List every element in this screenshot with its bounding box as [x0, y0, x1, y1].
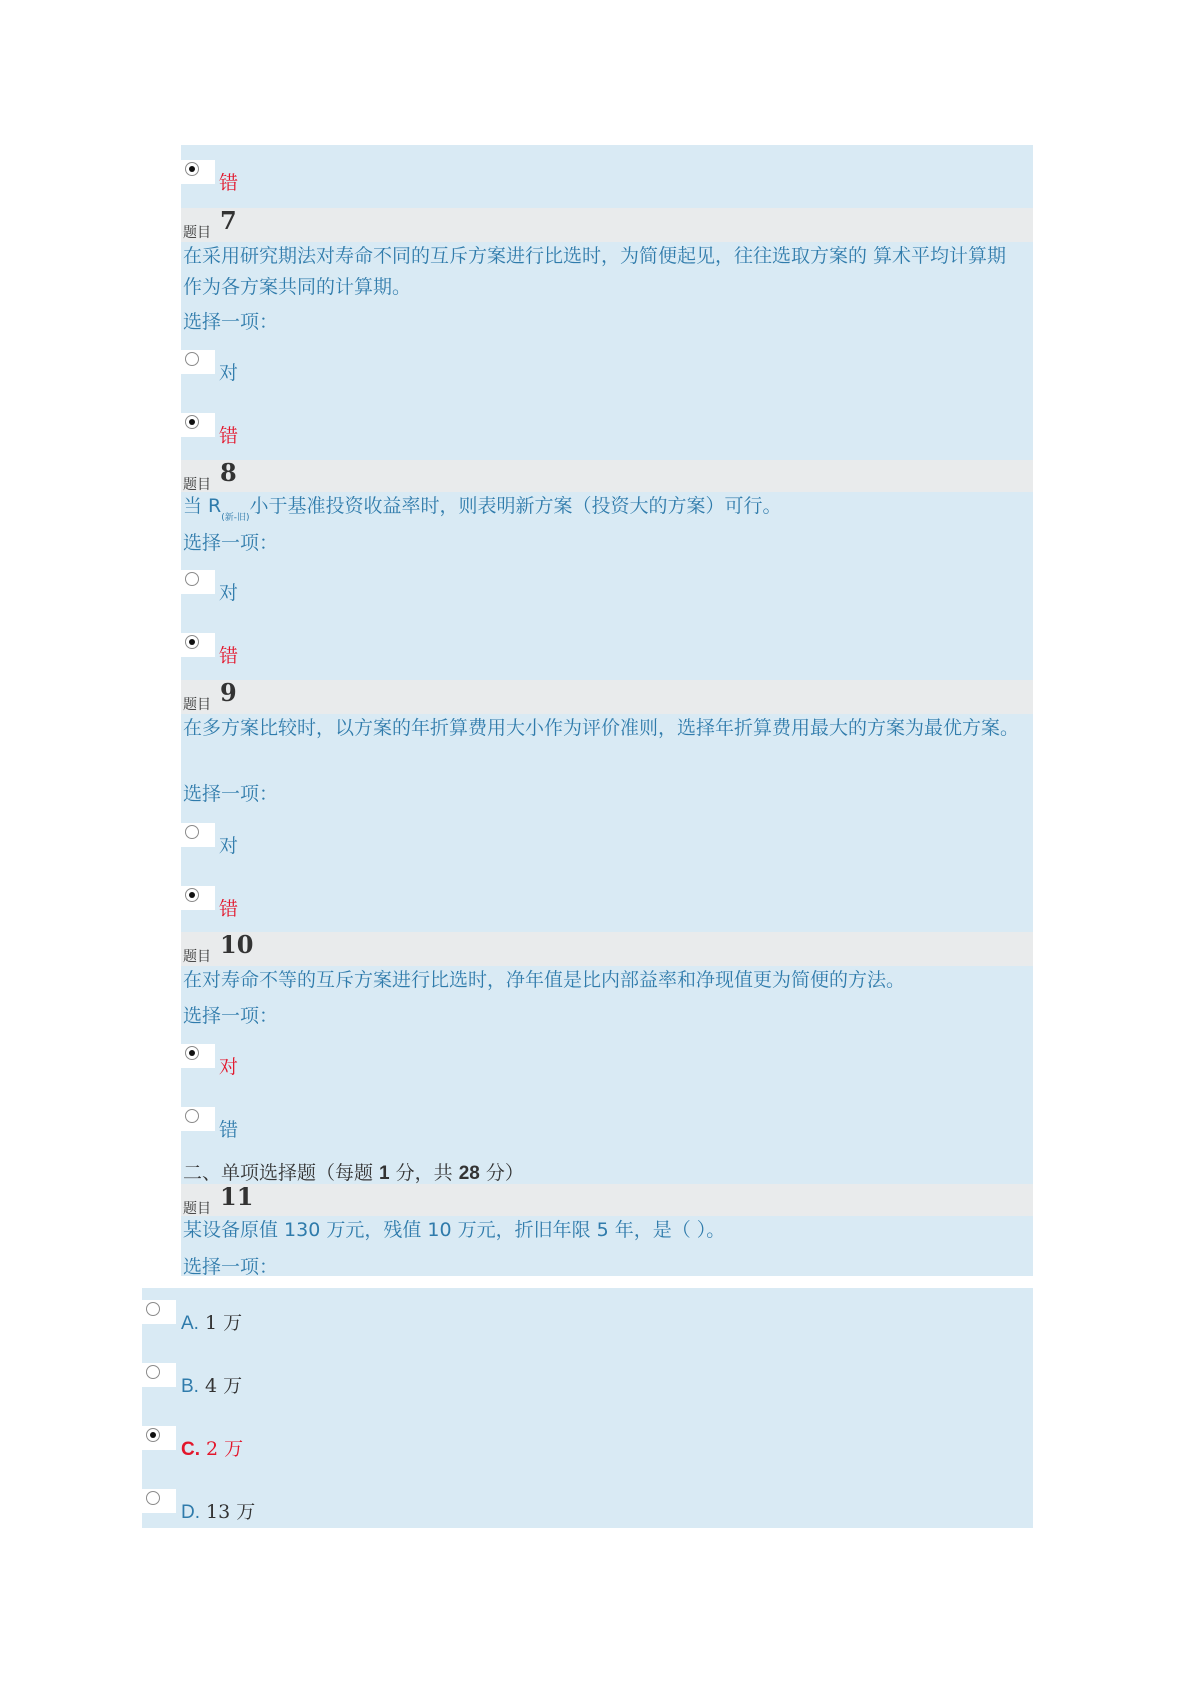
question-number: 8 [220, 458, 237, 487]
question-prompt: 选择一项： [183, 783, 279, 805]
option-true-label: 对 [219, 362, 239, 384]
question-text: 在多方案比较时，以方案的年折算费用大小作为评价准则，选择年折算费用最大的方案为最优方案。 [183, 717, 1020, 739]
option-radio-box[interactable] [181, 886, 215, 910]
question-number: 9 [220, 678, 237, 707]
question-header-10 [181, 932, 1033, 966]
option-radio-box[interactable] [181, 1044, 215, 1068]
option-radio-box[interactable] [181, 823, 215, 847]
question-header-11 [181, 1184, 1033, 1216]
choice-c[interactable] [181, 1434, 243, 1461]
radio-button[interactable] [146, 1365, 160, 1379]
option-false-label: 错 [219, 1119, 239, 1141]
section-middle: 分，共 [389, 1162, 459, 1184]
question-label: 题目 [183, 949, 211, 965]
option-radio-box[interactable] [142, 1426, 176, 1450]
option-false-label: 错 [219, 425, 239, 447]
radio-button[interactable] [185, 888, 199, 902]
radio-button[interactable] [146, 1302, 160, 1316]
option-radio-box[interactable] [181, 350, 215, 374]
choice-text: 4 万 [205, 1375, 243, 1397]
radio-button[interactable] [185, 1109, 199, 1123]
radio-button[interactable] [146, 1491, 160, 1505]
option-false-label: 错 [219, 645, 239, 667]
radio-button[interactable] [146, 1428, 160, 1442]
option-radio-box[interactable] [142, 1300, 176, 1324]
radio-button[interactable] [185, 635, 199, 649]
choice-text: 1 万 [205, 1312, 243, 1334]
option-false-label: 错 [219, 898, 239, 920]
question-text: 在采用研究期法对寿命不同的互斥方案进行比选时，为简便起见，往往选取方案的 算术平均计算期作为各方案共同的计算期。 [183, 245, 1007, 298]
prev-option-label: 错 [219, 172, 239, 194]
section-suffix: 分） [479, 1162, 524, 1184]
radio-button[interactable] [185, 825, 199, 839]
radio-button[interactable] [185, 352, 199, 366]
section-heading [183, 1158, 524, 1185]
question-prompt: 选择一项： [183, 532, 279, 554]
choice-letter: C. [181, 1439, 200, 1460]
question-text-suffix: 小于基准投资收益率时，则表明新方案（投资大的方案）可行。 [249, 495, 782, 517]
question-number: 10 [220, 930, 254, 959]
option-true-label: 对 [219, 1056, 239, 1078]
question-header-8 [181, 460, 1033, 492]
option-true-label: 对 [219, 835, 239, 857]
radio-button[interactable] [185, 162, 199, 176]
question-text: 某设备原值 130 万元，残值 10 万元，折旧年限 5 年，是（ ）。 [183, 1219, 726, 1241]
question-label: 题目 [183, 697, 211, 713]
question-text-prefix: 当 R [183, 495, 222, 517]
option-radio-box[interactable] [181, 633, 215, 657]
question-label: 题目 [183, 477, 211, 493]
section-prefix: 二、单项选择题（每题 [183, 1162, 380, 1184]
option-radio-box[interactable] [142, 1489, 176, 1513]
question-label: 题目 [183, 225, 211, 241]
options-panel [142, 1288, 1033, 1528]
option-radio-box[interactable] [142, 1363, 176, 1387]
question-number: 7 [220, 206, 237, 235]
question-text [183, 491, 1023, 526]
radio-button[interactable] [185, 415, 199, 429]
choice-letter: A. [181, 1313, 199, 1334]
choice-letter: B. [181, 1376, 199, 1397]
radio-button[interactable] [185, 572, 199, 586]
option-radio-box[interactable] [181, 570, 215, 594]
prev-option-radio-box[interactable] [181, 160, 215, 184]
choice-d[interactable] [181, 1497, 255, 1524]
question-header-9 [181, 680, 1033, 714]
question-text: 在对寿命不等的互斥方案进行比选时，净年值是比内部益率和净现值更为简便的方法。 [183, 969, 906, 991]
option-true-label: 对 [219, 582, 239, 604]
question-prompt: 选择一项： [183, 311, 279, 333]
choice-text: 2 万 [206, 1438, 244, 1460]
choice-b[interactable] [181, 1371, 242, 1398]
question-prompt: 选择一项： [183, 1256, 279, 1278]
question-text-subscript: (新-旧) [221, 513, 250, 523]
question-header-7 [181, 208, 1033, 242]
choice-text: 13 万 [206, 1501, 256, 1523]
option-radio-box[interactable] [181, 413, 215, 437]
question-label: 题目 [183, 1201, 211, 1217]
section-total: 28 [458, 1163, 480, 1184]
question-number: 11 [220, 1182, 254, 1211]
option-radio-box[interactable] [181, 1107, 215, 1131]
section-points: 1 [379, 1163, 390, 1184]
choice-letter: D. [181, 1502, 200, 1523]
question-prompt: 选择一项： [183, 1005, 279, 1027]
choice-a[interactable] [181, 1308, 242, 1335]
radio-button[interactable] [185, 1046, 199, 1060]
